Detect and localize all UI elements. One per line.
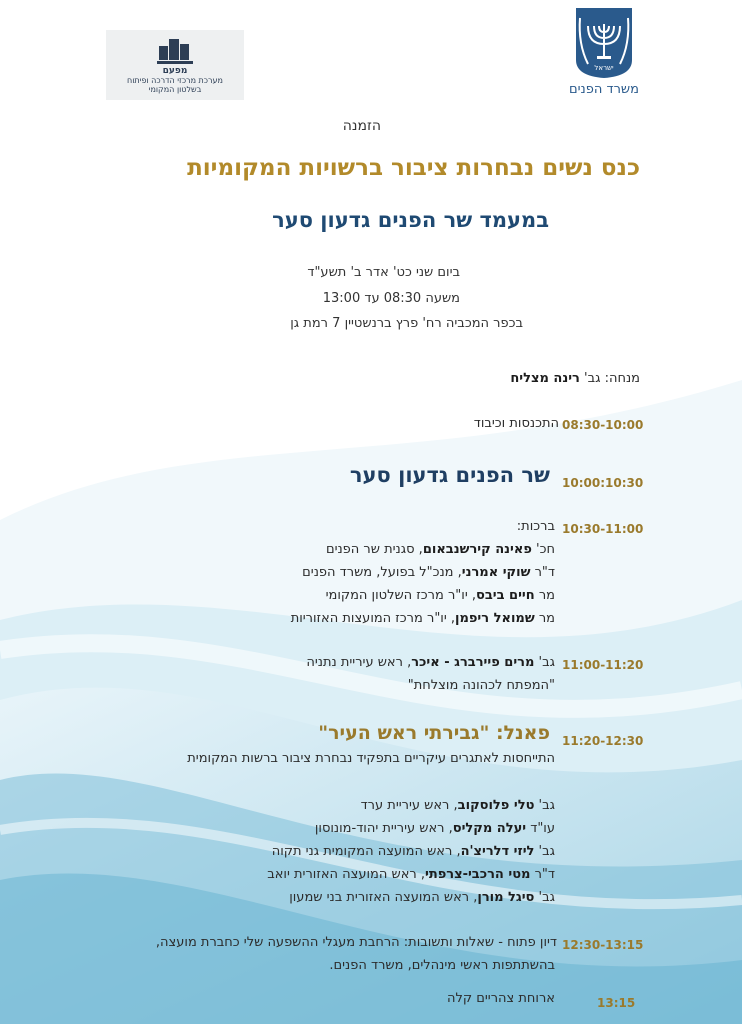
speaker-role: , יו"ר מרכז השלטון המקומי — [325, 588, 476, 603]
speaker-role: , ראש עיריית נתניה — [306, 655, 412, 670]
speaker-name: שמואל ריפמן — [455, 611, 535, 626]
conference-subtitle: במעמד שר הפנים גדעון סער — [272, 208, 549, 232]
speaker-title: גב' — [538, 890, 555, 905]
host-name: רינה מצליח — [510, 371, 580, 386]
speaker-title: מר — [538, 611, 555, 626]
menorah-emblem-icon — [572, 4, 636, 80]
org-logo — [106, 30, 244, 100]
speaker-title: ד"ר — [534, 867, 555, 882]
event-date: ביום שני כט' אדר ב' תשע"ד — [307, 265, 460, 280]
event-hours: משעה 08:30 עד 13:00 — [322, 291, 460, 306]
speaker-title: חכ' — [536, 542, 555, 557]
panelist-line — [267, 864, 555, 886]
lecture-title: "המפתח לכהונה מוצלחת" — [407, 678, 555, 693]
panelist-line — [289, 887, 555, 909]
conference-title: כנס נשים נבחרות ציבור ברשויות המקומיות — [187, 155, 640, 181]
speaker-line — [326, 585, 555, 607]
org-logo-subtitle-1: מערכת מרכזי הדרכה ופיתוח — [126, 76, 223, 85]
speaker-title: גב' — [538, 844, 555, 859]
discussion-line-2: בהשתתפות ראשי מינהלים, משרד הפנים. — [329, 958, 555, 973]
discussion-line-1: דיון פתוח - שאלות ותשובות: הרחבת מעגלי ההשפעה שלי כחברת מועצה, — [155, 935, 557, 950]
speaker-title: גב' — [538, 798, 555, 813]
speaker-name: טלי פלוסקוב — [457, 798, 535, 813]
speaker-line — [306, 652, 555, 674]
speaker-title: ד"ר — [534, 565, 555, 580]
speaker-role: , ראש המועצה האזורית יואב — [267, 867, 425, 882]
speaker-name: ליזי דלריצ'ה — [460, 844, 535, 859]
ministry-name: משרד הפנים — [569, 82, 639, 97]
schedule-time: 08:30-10:00 — [562, 418, 644, 432]
speaker-name: סיגל מורן — [477, 890, 535, 905]
schedule-time: 13:15 — [597, 996, 636, 1010]
schedule-item-reception: התכנסות וכיבוד — [473, 416, 559, 431]
speaker-name: מטי הרכבי-צרפתי — [425, 867, 531, 882]
schedule-item-minister: שר הפנים גדעון סער — [349, 463, 550, 487]
schedule-time: 10:30-11:00 — [562, 522, 644, 536]
ministry-logo — [560, 4, 648, 97]
speaker-line — [302, 562, 555, 584]
org-logo-subtitle-2: בשלטון המקומי — [148, 85, 202, 94]
panel-title: פאנל: "גבירתי ראש העיר" — [318, 722, 550, 744]
speaker-title: עו"ד — [530, 821, 555, 836]
speaker-name: שוקי אמרני — [461, 565, 531, 580]
speaker-role: , ראש עיריית יהוד-מונוסון — [314, 821, 453, 836]
buildings-icon — [155, 36, 195, 66]
schedule-time: 11:00-11:20 — [562, 658, 644, 672]
schedule-time: 10:00:10:30 — [562, 476, 644, 490]
speaker-title: גב' — [538, 655, 555, 670]
host-label: מנחה: גב' — [584, 371, 640, 386]
speaker-title: מר — [538, 588, 555, 603]
panelist-line — [361, 795, 555, 817]
speaker-name: חיים ביבס — [476, 588, 535, 603]
panel-description: התייחסות לאתגרים עיקריים בתפקיד נבחרת ציבור ברשות המקומית — [187, 751, 555, 766]
invitation-label: הזמנה — [342, 118, 381, 134]
speaker-role: , יו"ר מרכז המועצות האזוריות — [290, 611, 456, 626]
emblem-text: ישראל — [594, 64, 614, 72]
speaker-role: , ראש עיריית ערד — [360, 798, 458, 813]
org-logo-name: מפעם — [162, 66, 188, 76]
speaker-name: פאינה קירשנבאום — [422, 542, 532, 557]
speaker-name: יעלה מקליס — [452, 821, 527, 836]
schedule-item-lunch: ארוחת צהריים קלה — [447, 991, 555, 1006]
panelist-line — [272, 841, 555, 863]
greetings-label: ברכות: — [516, 519, 555, 534]
speaker-role: , סגנית שר הפנים — [325, 542, 423, 557]
speaker-role: , ראש המועצה האזורית בני שמעון — [289, 890, 478, 905]
schedule-time: 12:30-13:15 — [562, 938, 644, 952]
schedule-time: 11:20-12:30 — [562, 734, 644, 748]
speaker-role: , מנכ"ל בפועל, משרד הפנים — [302, 565, 462, 580]
speaker-name: מרים פיירברג - איכר — [411, 655, 535, 670]
panelist-line — [315, 818, 555, 840]
event-location: בכפר המכביה רח' פרץ ברנשטיין 7 רמת גן — [290, 316, 523, 331]
host-line — [510, 368, 640, 390]
speaker-line — [326, 539, 555, 561]
speaker-line — [291, 608, 555, 630]
speaker-role: , ראש המועצה המקומית גני תקוה — [271, 844, 461, 859]
